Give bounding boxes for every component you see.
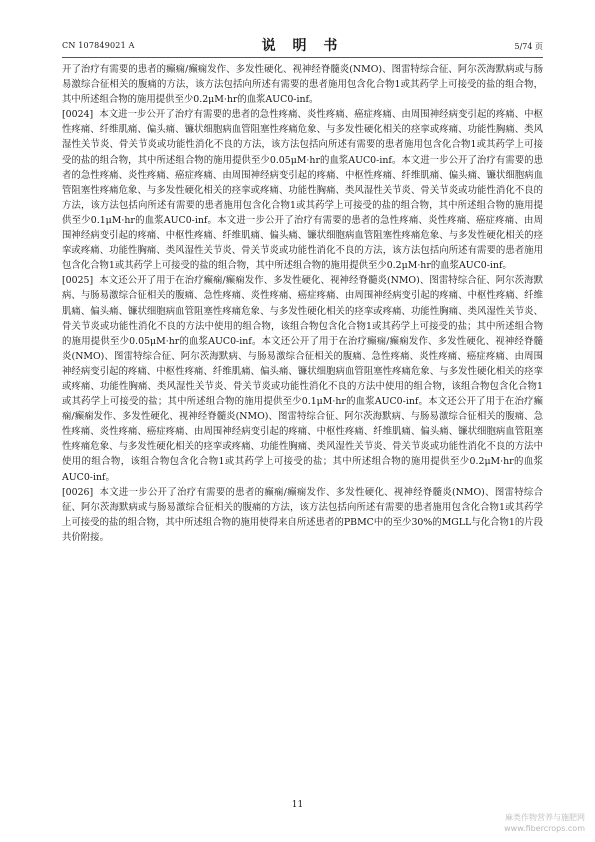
paragraph-text: 本文还公开了用于在治疗癫痫/癫痫发作、多发性硬化、视神经脊髓炎(NMO)、图雷特综合征、阿尔茨海默病、与肠易激综合征相关的腹痛、急性疼痛、炎性疼痛、癌症疼痛、由周围神经病变引起的疼痛、中枢性疼痛、纤维肌痛、偏头痛、镰状细胞病血管阻塞性疼痛危象、与多发性硬化相关的痉挛或疼痛、功能性胸痛、类风湿性关节炎、骨关节炎或功能性消化不良的方法中使用的组合物，该组合物包含化合物1或其药学上可接受的盐；其中所述组合物的施用提供至少0.05μM·hr的血浆AUC0-inf。本文还公开了用于在治疗癫痫/癫痫发作、多发性硬化、视神经脊髓炎(NMO)、图雷特综合征、阿尔茨海默病、与肠易激综合征相关的腹痛、急性疼痛、炎性疼痛、癌症疼痛、由周围神经病变引起的疼痛、中枢性疼痛、纤维肌痛、偏头痛、镰状细胞病血管阻塞性疼痛危象、与多发性硬化相关的痉挛或疼痛、功能性胸痛、类风湿性关节炎、骨关节炎或功能性消化不良的方法中使用的组合物，该组合物包含化合物1或其药学上可接受的盐；其中所述组合物的施用提供至少0.1μM·hr的血浆AUC0-inf。本文还公开了用于在治疗癫痫/癫痫发作、多发性硬化、视神经脊髓炎(NMO)、图雷特综合征、阿尔茨海默病、与肠易激综合征相关的腹痛、急性疼痛、炎性疼痛、癌症疼痛、由周围神经病变引起的疼痛、中枢性疼痛、纤维肌痛、偏头痛、镰状细胞病血管阻塞性疼痛危象、与多发性硬化相关的痉挛或疼痛、功能性胸痛、类风湿性关节炎、骨关节炎或功能性消化不良的方法中使用的组合物，该组合物包含化合物1或其药学上可接受的盐；其中所述组合物的施用提供至少0.2μM·hr的血浆AUC0-inf。 bbox=[62, 275, 543, 483]
paragraph-number: [0025] bbox=[62, 275, 94, 287]
paragraph-text: 本文进一步公开了治疗有需要的患者的癫痫/癫痫发作、多发性硬化、视神经脊髓炎(NMO)、图雷特综合征、阿尔茨海默病或与肠易激综合征相关的腹痛的方法，该方法包括向所述有需要的患者施用包含化合物1或其药学上可接受的盐的组合物，其中所述组合物的施用使得来自所述患者的PBMC中的至少30%的MGLL与化合物1的片段共价附接。 bbox=[62, 486, 543, 543]
document-body bbox=[62, 62, 543, 545]
paragraph-number: [0026] bbox=[62, 486, 94, 498]
watermark-url: www.fibercrops.com bbox=[504, 824, 585, 833]
page-indicator: 5/74 页 bbox=[514, 42, 543, 51]
paragraph-number: [0024] bbox=[62, 109, 94, 121]
paragraph-text: 本文进一步公开了治疗有需要的患者的急性疼痛、炎性疼痛、癌症疼痛、由周围神经病变引起的疼痛、中枢性疼痛、纤维肌痛、偏头痛、镰状细胞病血管阻塞性疼痛危象、与多发性硬化相关的痉挛或疼痛、功能性胸痛、类风湿性关节炎、骨关节炎或功能性消化不良的方法，该方法包括向所述有需要的患者施用包含化合物1或其药学上可接受的盐的组合物，其中所述组合物的施用提供至少0.05μM·hr的血浆AUC0-inf。本文进一步公开了治疗有需要的患者的急性疼痛、炎性疼痛、癌症疼痛、由周围神经病变引起的疼痛、中枢性疼痛、纤维肌痛、偏头痛、镰状细胞病血管阻塞性疼痛危象、与多发性硬化相关的痉挛或疼痛、功能性胸痛、类风湿性关节炎、骨关节炎或功能性消化不良的方法，该方法包括向所述有需要的患者施用包含化合物1或其药学上可接受的盐的组合物，其中所述组合物的施用提供至少0.1μM·hr的血浆AUC0-inf。本文进一步公开了治疗有需要的患者的急性疼痛、炎性疼痛、癌症疼痛、由周围神经病变引起的疼痛、中枢性疼痛、纤维肌痛、偏头痛、镰状细胞病血管阻塞性疼痛危象、与多发性硬化相关的痉挛或疼痛、功能性胸痛、类风湿性关节炎、骨关节炎或功能性消化不良的方法，该方法包括向所述有需要的患者施用包含化合物1或其药学上可接受的盐的组合物，其中所述组合物的施用提供至少0.2μM·hr的血浆AUC0-inf。 bbox=[62, 109, 543, 272]
header-divider bbox=[62, 57, 543, 58]
page-header bbox=[62, 33, 543, 55]
page-number: 11 bbox=[291, 800, 304, 810]
paragraph-continuation bbox=[62, 62, 543, 107]
watermark bbox=[504, 812, 585, 834]
paragraph-0026 bbox=[62, 485, 543, 545]
paragraph-0025 bbox=[62, 273, 543, 484]
document-title: 说 明 书 bbox=[261, 38, 344, 54]
watermark-line: 麻类作物营养与施肥网 bbox=[505, 813, 585, 822]
paragraph-0024 bbox=[62, 107, 543, 273]
publication-number: CN 107849021 A bbox=[62, 41, 135, 50]
paragraph-text: 开了治疗有需要的患者的癫痫/癫痫发作、多发性硬化、视神经脊髓炎(NMO)、图雷特综合征、阿尔茨海默病或与肠易激综合征相关的腹痛的方法，该方法包括向所述有需要的患者施用包含化合物1或其药学上可接受的盐的组合物，其中所述组合物的施用提供至少0.2μM·hr的血浆AUC0-inf。 bbox=[62, 64, 543, 106]
